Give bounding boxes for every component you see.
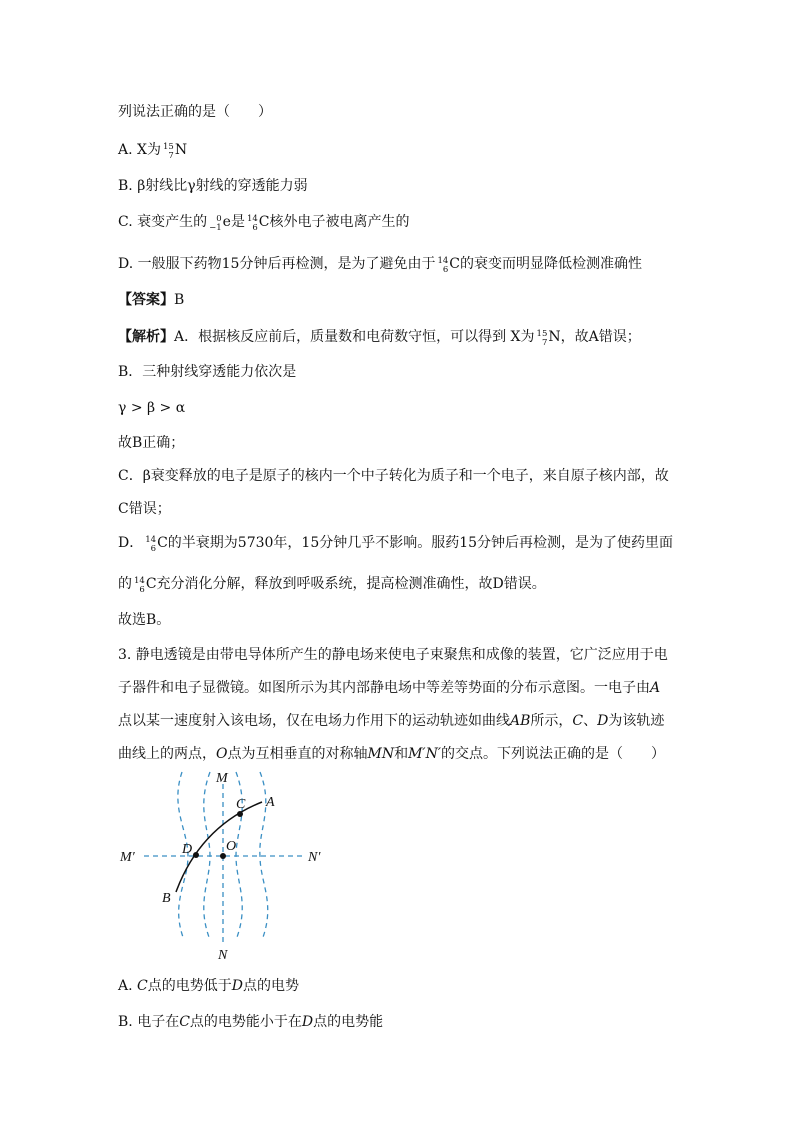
q2-conclusion: 故选B。: [118, 612, 171, 628]
q2-option-b: B. β射线比γ射线的穿透能力弱: [118, 178, 308, 194]
label-n-prime: N′: [308, 850, 321, 865]
label-b: B: [162, 891, 171, 906]
isotope-notation: 14 6: [246, 214, 258, 233]
option-text: A. X为: [118, 142, 161, 158]
answer-value: B: [174, 292, 185, 308]
isotope-notation: 14 6: [145, 535, 157, 554]
q3-stem-line4: 曲线上的两点，O点为互相垂直的对称轴MN和M′N′的交点。下列说法正确的是（ ）: [118, 746, 666, 762]
equipotential-diagram: [110, 768, 340, 964]
electron-notation: 0 −1: [209, 214, 222, 233]
q2-option-d: D. 一般服下药物15分钟后再检测，是为了避免由于 14 6 C的衰变而明显降低检测准确性: [118, 256, 642, 275]
isotope-notation: 15 7: [162, 142, 174, 161]
isotope-notation: 15 7: [536, 329, 548, 348]
isotope-notation: 14 6: [437, 256, 449, 275]
q2-analysis-c1: C．β衰变释放的电子是原子的核内一个中子转化为质子和一个电子，来自原子核内部，故: [118, 468, 669, 484]
q2-option-c: C. 衰变产生的 0 −1 e是 14 6 C核外电子被电离产生的: [118, 214, 410, 233]
analysis-label: 【解析】: [118, 329, 174, 345]
q2-analysis-a: 【解析】A．根据核反应前后，质量数和电荷数守恒，可以得到 X为 15 7 N，故A错误；: [118, 329, 641, 348]
label-m: M: [216, 771, 228, 786]
answer-label: 【答案】: [118, 292, 174, 308]
q3-stem-line3: 点以某一速度射入该电场，仅在电场力作用下的运动轨迹如曲线AB所示，C、D为该轨迹: [118, 713, 665, 729]
label-d: D: [182, 842, 193, 857]
q2-analysis-d1: D． 14 6 C的半衰期为5730年，15分钟几乎不影响。服药15分钟后再检测，是为了使药里面: [118, 535, 674, 554]
q2-analysis-d2: 的 14 6 C充分消化分解，释放到呼吸系统，提高检测准确性，故D错误。: [118, 576, 546, 595]
label-c: C: [236, 797, 246, 812]
q2-analysis-c2: C错误；: [118, 501, 171, 517]
q2-analysis-b1: B．三种射线穿透能力依次是: [118, 364, 297, 380]
q3-option-b: B. 电子在C点的电势能小于在D点的电势能: [118, 1014, 384, 1030]
q2-analysis-b2: γ > β > α: [118, 400, 186, 416]
q2-option-a: [118, 140, 187, 161]
q2-stem-tail: 列说法正确的是（ ）: [118, 104, 272, 120]
q2-answer: [118, 290, 184, 310]
q2-analysis-b3: 故B正确；: [118, 435, 185, 451]
element-symbol: N: [174, 142, 188, 158]
q3-stem-line2: 子器件和电子显微镜。如图所示为其内部静电场中等差等势面的分布示意图。一电子由A: [118, 680, 661, 696]
isotope-notation: 14 6: [134, 576, 145, 595]
label-a: A: [266, 795, 275, 810]
label-o: O: [226, 839, 237, 854]
point-d: [193, 852, 199, 858]
label-n: N: [218, 948, 228, 963]
q3-option-a: A. C点的电势低于D点的电势: [118, 978, 299, 994]
label-m-prime: M′: [120, 850, 135, 865]
q3-stem-line1: 3. 静电透镜是由带电导体所产生的静电场来使电子束聚焦和成像的装置，它广泛应用于电: [118, 647, 668, 663]
